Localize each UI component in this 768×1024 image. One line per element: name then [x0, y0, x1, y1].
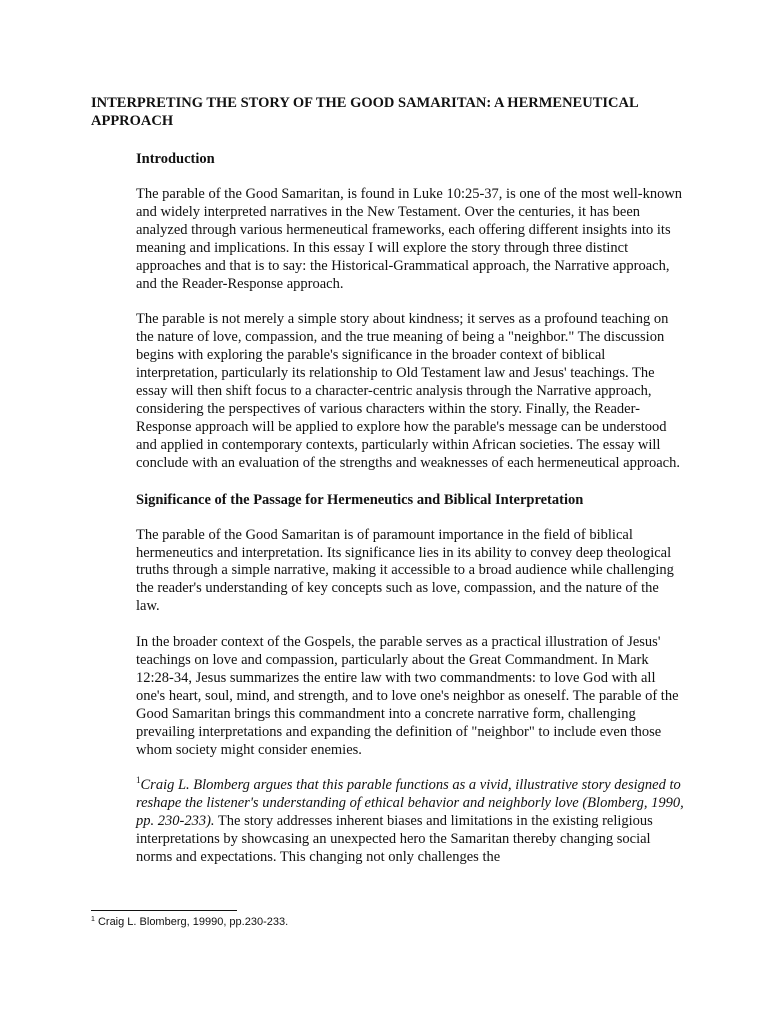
- introduction-heading: Introduction: [136, 151, 215, 167]
- intro-paragraph-2: The parable is not merely a simple story about kindness; it serves as a profound teaching on the nature of love, compassion, and the true meaning of being a "neighbor." The discussion begins with exploring the parable's significance in the broader context of biblical interpretation, particularly its relationship to Old Testament law and Jesus' teachings. The essay will then shift focus to a character-centric analysis through the Narrative approach, considering the perspectives of various characters within the story. Finally, the Reader-Response approach will be applied to explore how the parable's message can be understood and applied in contemporary contexts, particularly within African societies. The essay will conclude with an evaluation of the strengths and weaknesses of each hermeneutical approach.: [136, 311, 680, 471]
- blomberg-paragraph: [136, 777, 684, 867]
- footnote-reference-marker: 1: [136, 775, 141, 786]
- footnote-text: Craig L. Blomberg, 19990, pp.230-233.: [94, 916, 289, 928]
- blomberg-italic-text: Craig L. Blomberg argues that this parable functions as a vivid, illustrative story designed to reshape the listener's understanding of ethical behavior and neighborly love (Blomberg, 1990, pp. 230-233).: [136, 777, 684, 830]
- footnote-marker: 1: [91, 916, 95, 923]
- significance-paragraph-1: The parable of the Good Samaritan is of paramount importance in the field of biblical hermeneutics and interpretation. Its significance lies in its ability to convey deep theological truths through a simple narrative, making it accessible to a broad audience while challenging the reader's understanding of key concepts such as love, compassion, and the nature of the law.: [136, 526, 674, 615]
- footnote-separator: [91, 910, 237, 911]
- significance-heading: Significance of the Passage for Hermeneutics and Biblical Interpretation: [136, 491, 584, 508]
- footnote: [91, 915, 288, 929]
- intro-paragraph-1: The parable of the Good Samaritan, is found in Luke 10:25-37, is one of the most well-known and widely interpreted narratives in the New Testament. Over the centuries, it has been analyzed through various hermeneutical frameworks, each offering different insights into its meaning and implications. In this essay I will explore the story through three distinct approaches and that is to say: the Historical-Grammatical approach, the Narrative approach, and the Reader-Response approach.: [136, 186, 683, 292]
- blomberg-paragraph-text: The story addresses inherent biases and limitations in the existing religious interpretations by showcasing an unexpected hero the Samaritan thereby changing social norms and expectations. This changing not only challenges the: [136, 813, 653, 866]
- significance-paragraph-2: In the broader context of the Gospels, the parable serves as a practical illustration of Jesus' teachings on love and compassion, particularly about the Great Commandment. In Mark 12:28-34, Jesus summarizes the entire law with two commandments: to love God with all one's heart, soul, mind, and strength, and to love one's neighbor as oneself. The parable of the Good Samaritan brings this commandment into a concrete narrative form, challenging prevailing interpretations and expanding the definition of "neighbor" to include even those whom society might consider enemies.: [136, 634, 679, 758]
- document-body: [136, 150, 684, 885]
- document-title: INTERPRETING THE STORY OF THE GOOD SAMARITAN: A HERMENEUTICAL APPROACH: [91, 95, 638, 129]
